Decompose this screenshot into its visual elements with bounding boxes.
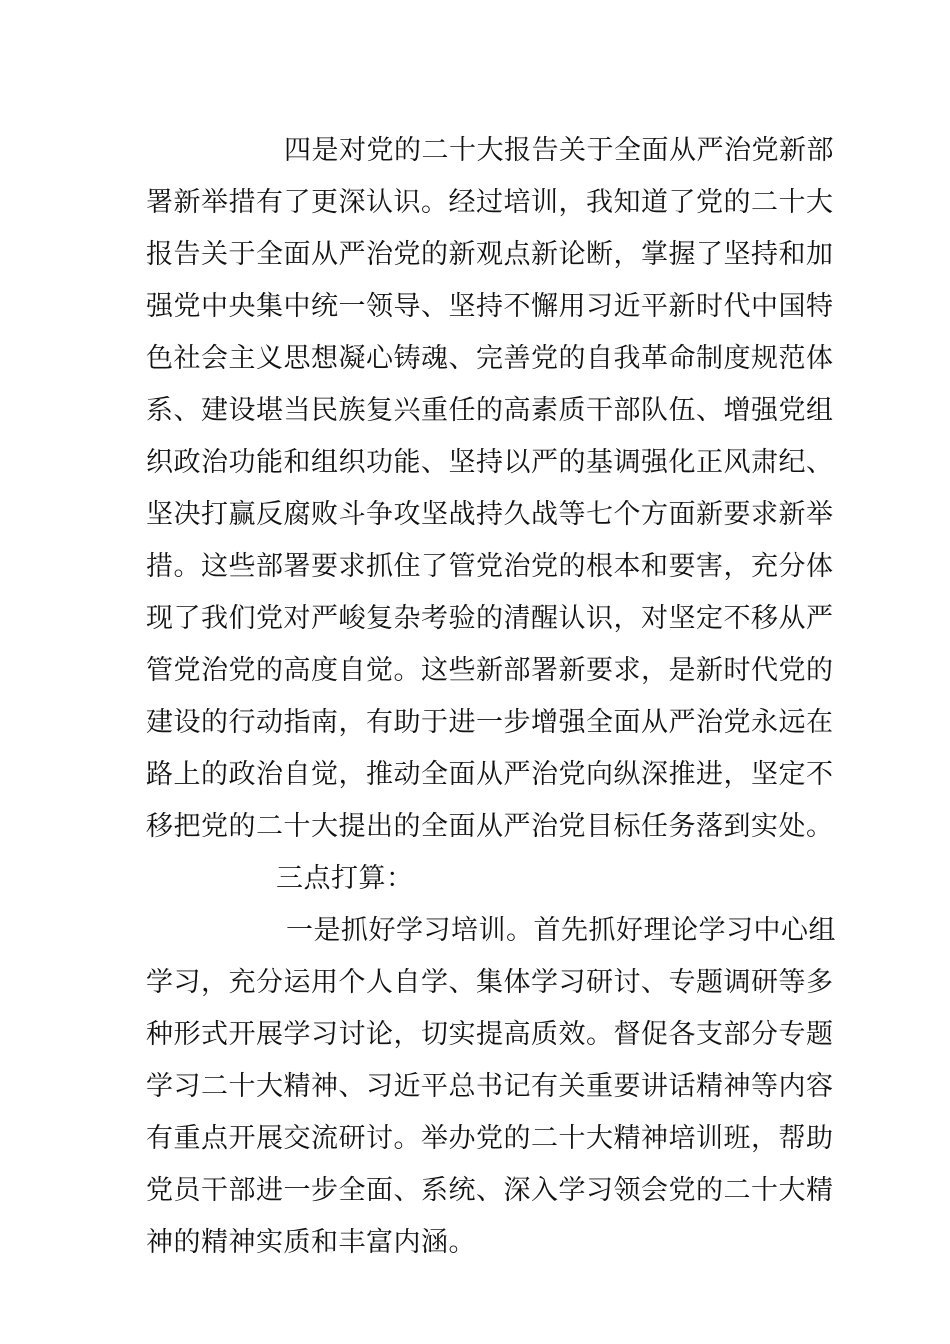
paragraph-1-line-2: 署新举措有了更深认识。经过培训，我知道了党的二十大 xyxy=(146,187,834,218)
paragraph-1-line-10: 现了我们党对严峻复杂考验的清醒认识，对坚定不移从严 xyxy=(146,603,834,634)
paragraph-1-line-12: 建设的行动指南，有助于进一步增强全面从严治党永远在 xyxy=(146,707,834,738)
paragraph-1-line-1: 四是对党的二十大报告关于全面从严治党新部 xyxy=(284,135,834,166)
paragraph-1-line-11: 管党治党的高度自觉。这些新部署新要求，是新时代党的 xyxy=(146,655,834,686)
paragraph-2-line-5: 有重点开展交流研讨。举办党的二十大精神培训班，帮助 xyxy=(146,1123,834,1154)
paragraph-1-line-8: 坚决打赢反腐败斗争攻坚战持久战等七个方面新要求新举 xyxy=(146,499,834,530)
paragraph-1-line-6: 系、建设堪当民族复兴重任的高素质干部队伍、增强党组 xyxy=(146,395,834,426)
paragraph-2-line-2: 学习，充分运用个人自学、集体学习研讨、专题调研等多 xyxy=(146,967,834,998)
section-heading: 三点打算： xyxy=(276,863,414,894)
paragraph-1-line-4: 强党中央集中统一领导、坚持不懈用习近平新时代中国特 xyxy=(146,291,834,322)
paragraph-2-line-7: 神的精神实质和丰富内涵。 xyxy=(146,1227,476,1258)
paragraph-1-line-7: 织政治功能和组织功能、坚持以严的基调强化正风肃纪、 xyxy=(146,447,834,478)
paragraph-1-line-3: 报告关于全面从严治党的新观点新论断，掌握了坚持和加 xyxy=(146,239,834,270)
paragraph-1-line-14: 移把党的二十大提出的全面从严治党目标任务落到实处。 xyxy=(146,811,834,842)
paragraph-2-line-4: 学习二十大精神、习近平总书记有关重要讲话精神等内容 xyxy=(146,1071,834,1102)
paragraph-2-line-6: 党员干部进一步全面、系统、深入学习领会党的二十大精 xyxy=(146,1175,834,1206)
paragraph-2-line-3: 种形式开展学习讨论，切实提高质效。督促各支部分专题 xyxy=(146,1019,834,1050)
paragraph-1-line-5: 色社会主义思想凝心铸魂、完善党的自我革命制度规范体 xyxy=(146,343,834,374)
paragraph-1-line-13: 路上的政治自觉，推动全面从严治党向纵深推进，坚定不 xyxy=(146,759,834,790)
paragraph-1-line-9: 措。这些部署要求抓住了管党治党的根本和要害，充分体 xyxy=(146,551,834,582)
paragraph-2-line-1: 一是抓好学习培训。首先抓好理论学习中心组 xyxy=(286,915,836,946)
